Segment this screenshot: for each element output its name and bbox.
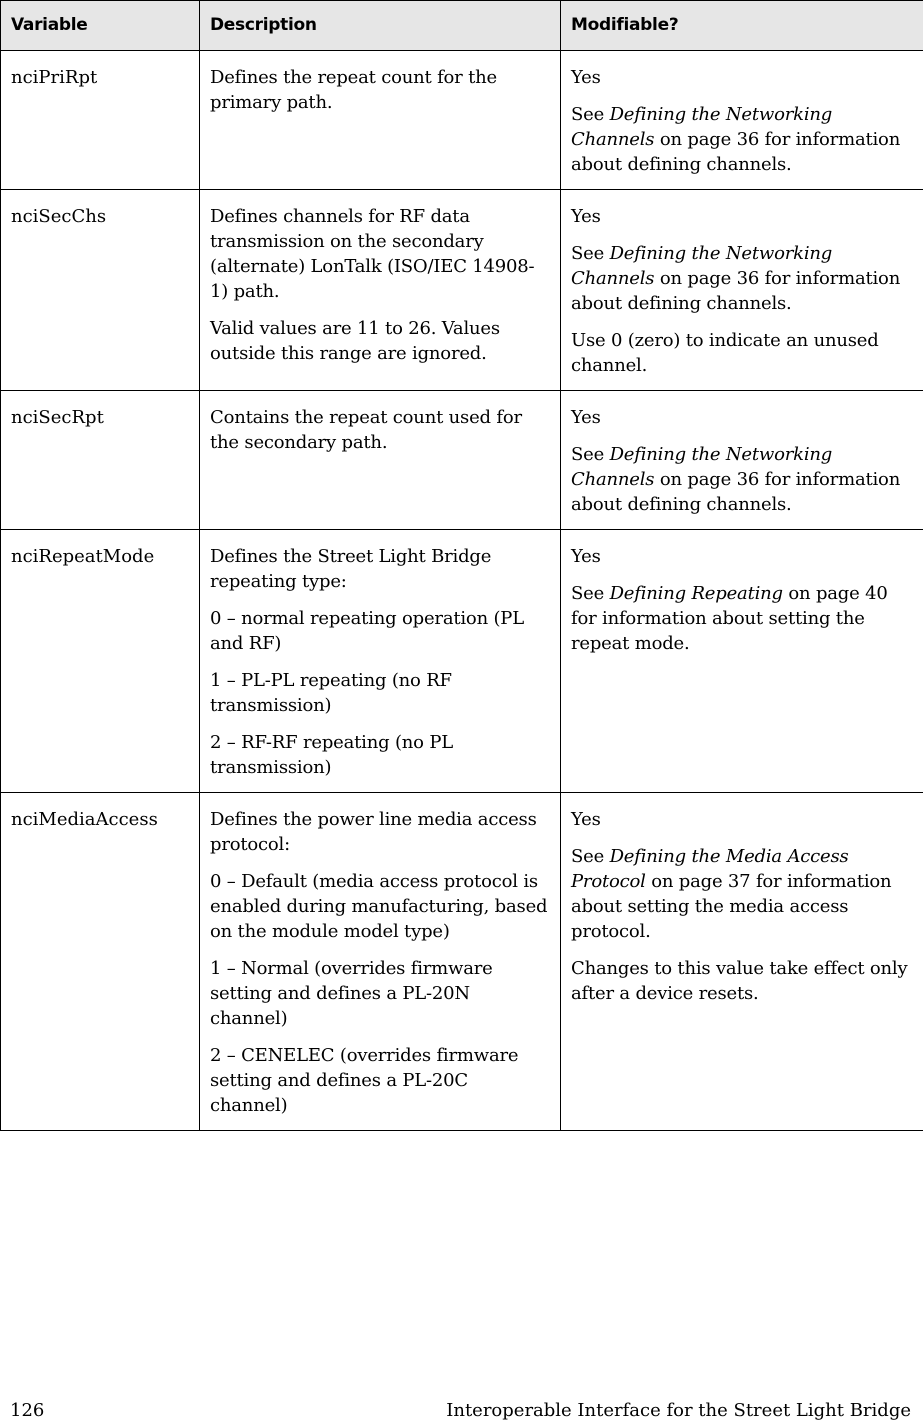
modifiable-note: Use 0 (zero) to indicate an unused channel. [571,330,879,376]
modifiable-note: Changes to this value take effect only after a device resets. [571,958,908,1004]
see-suffix: on page 37 for information about setting the media access protocol. [571,871,892,942]
description-paragraph: Defines channels for RF data transmission on the secondary (alternate) LonTalk (ISO/IEC 14908-1) path. [210,206,535,302]
variable-cell: nciSecChs [1,190,200,391]
table-row [1,391,923,530]
modifiable-value: Yes [571,67,601,88]
page-number: 126 [10,1400,45,1421]
table-row [1,530,923,793]
description-cell [200,793,561,1131]
header-variable: Variable [1,1,200,51]
reference-title: Defining Repeating [609,583,783,604]
cross-reference [571,581,913,656]
reference-title: Defining the Networking Channels [571,104,833,150]
description-paragraph: 1 – Normal (overrides firmware setting and defines a PL-20N channel) [210,958,493,1029]
description-paragraph: Defines the Street Light Bridge repeating type: [210,546,492,592]
table-row [1,793,923,1131]
variable-cell: nciRepeatMode [1,530,200,793]
description-cell [200,530,561,793]
cross-reference [571,102,913,177]
cross-reference [571,844,913,944]
modifiable-cell [561,51,923,190]
header-modifiable: Modifiable? [561,1,923,51]
description-paragraph: Defines the power line media access protocol: [210,809,537,855]
table-row [1,190,923,391]
description-paragraph: 0 – Default (media access protocol is enabled during manufacturing, based on the module model type) [210,871,548,942]
see-suffix: on page 36 for information about defining channels. [571,129,901,175]
cross-reference [571,442,913,517]
see-prefix: See [571,846,610,867]
description-paragraph: 1 – PL-PL repeating (no RF transmission) [210,670,452,716]
reference-title: Defining the Media Access Protocol [571,846,849,892]
see-prefix: See [571,243,610,264]
modifiable-value: Yes [571,206,601,227]
table-row [1,51,923,190]
variable-cell: nciPriRpt [1,51,200,190]
modifiable-value: Yes [571,407,601,428]
description-cell [200,391,561,530]
description-cell [200,51,561,190]
see-prefix: See [571,104,610,125]
description-paragraph: 2 – CENELEC (overrides firmware setting and defines a PL-20C channel) [210,1045,519,1116]
document-title: Interoperable Interface for the Street Light Bridge [446,1400,911,1421]
see-suffix: on page 36 for information about defining channels. [571,268,901,314]
reference-title: Defining the Networking Channels [571,444,833,490]
description-paragraph: Defines the repeat count for the primary path. [210,67,497,113]
description-paragraph: 0 – normal repeating operation (PL and RF) [210,608,524,654]
modifiable-cell [561,530,923,793]
modifiable-cell [561,391,923,530]
cross-reference [571,241,913,316]
description-paragraph: 2 – RF-RF repeating (no PL transmission) [210,732,454,778]
modifiable-cell [561,190,923,391]
modifiable-value: Yes [571,809,601,830]
description-paragraph: Contains the repeat count used for the secondary path. [210,407,522,453]
variable-cell: nciMediaAccess [1,793,200,1131]
modifiable-cell [561,793,923,1131]
see-prefix: See [571,583,610,604]
see-suffix: on page 40 for information about setting the repeat mode. [571,583,888,654]
header-description: Description [200,1,561,51]
table-header-row [1,1,923,51]
variable-cell: nciSecRpt [1,391,200,530]
description-cell [200,190,561,391]
reference-title: Defining the Networking Channels [571,243,833,289]
modifiable-value: Yes [571,546,601,567]
description-paragraph: Valid values are 11 to 26. Values outside this range are ignored. [210,318,500,364]
see-suffix: on page 36 for information about defining channels. [571,469,901,515]
see-prefix: See [571,444,610,465]
